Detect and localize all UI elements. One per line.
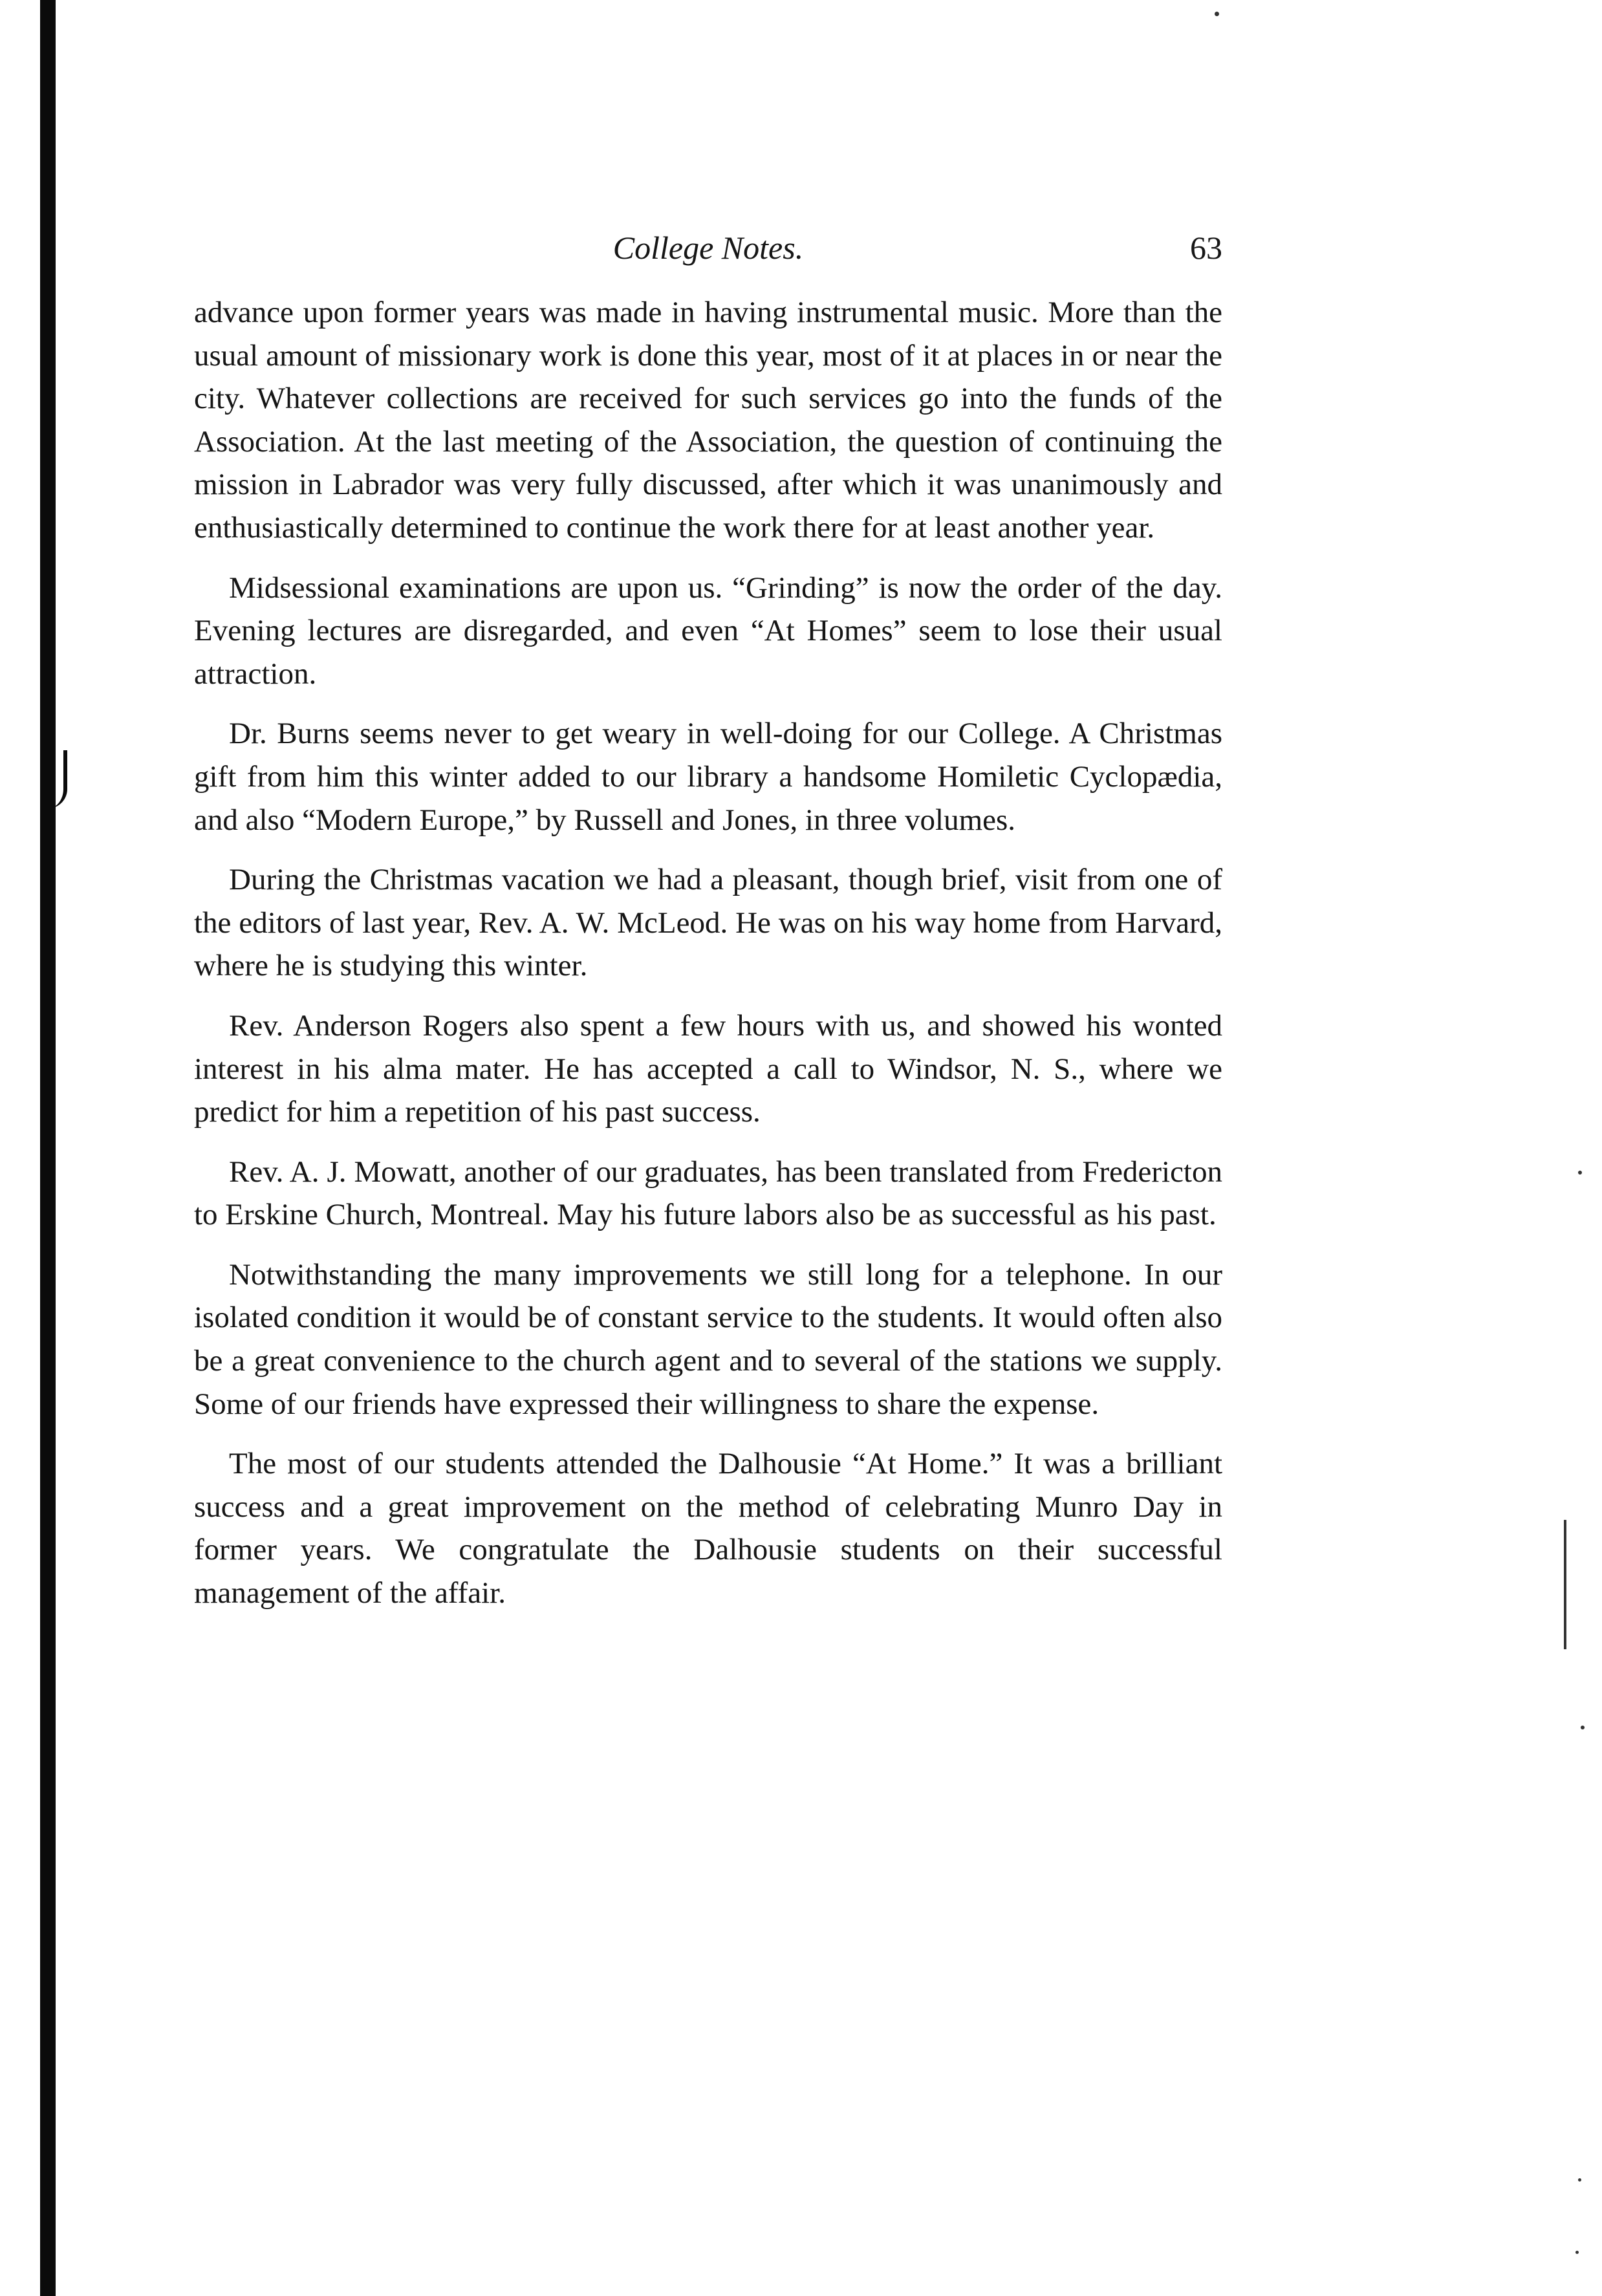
scan-speck xyxy=(1575,2251,1579,2254)
scan-margin-mark xyxy=(1564,1520,1566,1649)
paragraph: Rev. A. J. Mowatt, another of our graduates, has been translated from Fredericton to Erskine Church, Montreal. May his future labors also be as successful as his past. xyxy=(194,1154,1222,1232)
body-text xyxy=(194,291,1222,1632)
scan-speck xyxy=(1215,12,1219,16)
paragraph: Midsessional examinations are upon us. “Grinding” is now the order of the day. Evening lectures are disregarded, and even “At Homes” seem to lose their usual attraction. xyxy=(194,570,1222,691)
paragraph: advance upon former years was made in having instrumental music. More than the usual amount of missionary work is done this year, most of it at places in or near the city. Whatever collections are received for such services go into the funds of the Association. At the last meeting of the Association, the question of continuing the mission in Labrador was very fully discussed, after which it was unanimously and enthusiastically determined to continue the work there for at least another year. xyxy=(194,296,1222,545)
page-header xyxy=(194,219,1222,277)
paragraph: Rev. Anderson Rogers also spent a few hours with us, and showed his wonted interest in his alma mater. He has accepted a call to Windsor, N. S., where we predict for him a repetition of his past success. xyxy=(194,1008,1222,1129)
binding-notch xyxy=(47,750,67,808)
page-number: 63 xyxy=(1190,230,1222,266)
scan-speck xyxy=(1578,2178,1581,2182)
paragraph: The most of our students attended the Dalhousie “At Home.” It was a brilliant success and a great improvement on the method of celebrating Munro Day in former years. We congratulate the Dalhousie students on their successful management of the affair. xyxy=(194,1447,1222,1610)
running-title: College Notes. xyxy=(612,230,804,266)
paragraph: Dr. Burns seems never to get weary in well-doing for our College. A Christmas gift from him this winter added to our library a handsome Homiletic Cyclopædia, and also “Modern Europe,” by Russell and Jones, in three volumes. xyxy=(194,717,1222,837)
scan-speck xyxy=(1578,1171,1582,1175)
scan-speck xyxy=(1581,1726,1585,1729)
paragraph: Notwithstanding the many improvements we still long for a telephone. In our isolated condition it would be of constant service to the students. It would often also be a great convenience to the church agent and to several of the stations we supply. Some of our friends have expressed their willingness to share the expense. xyxy=(194,1257,1222,1421)
paragraph: During the Christmas vacation we had a pleasant, though brief, visit from one of the editors of last year, Rev. A. W. McLeod. He was on his way home from Harvard, where he is studying this winter. xyxy=(194,863,1222,983)
binding-edge xyxy=(40,0,56,2296)
